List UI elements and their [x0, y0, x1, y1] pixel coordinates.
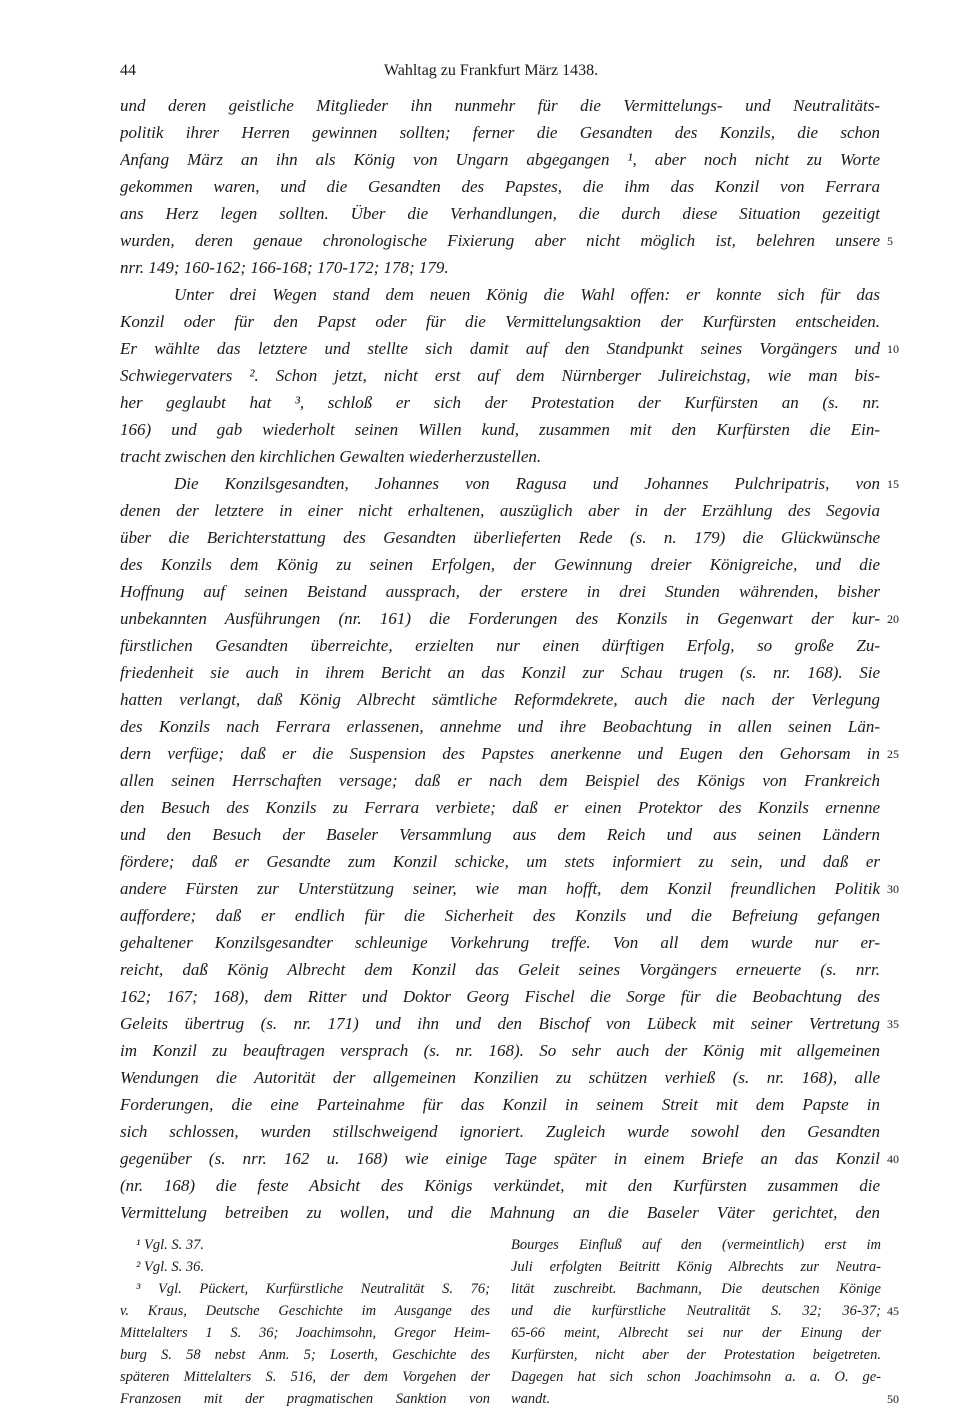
- line-number: 5: [887, 234, 893, 248]
- footnote-line: v. Kraus, Deutsche Geschichte im Ausgange des: [120, 1303, 490, 1319]
- footnote-line: wandt.: [511, 1391, 551, 1407]
- body-line: Vermittelung betreiben zu wollen, und die Mahnung an die Baseler Väter gerichtet, den: [120, 1203, 880, 1222]
- body-line: Konzil oder für den Papst oder für die Vermittelungsaktion der Kurfürsten entscheiden.: [120, 312, 880, 331]
- body-line: Geleits übertrug (s. nr. 171) und ihn und den Bischof von Lübeck mit seiner Vertretung: [120, 1014, 880, 1033]
- footnote-line: Juli erfolgten Beitritt König Albrechts zur Neutra-: [511, 1259, 881, 1275]
- footnote-line: ² Vgl. S. 36.: [136, 1259, 204, 1275]
- footnote-line: Franzosen mit der pragmatischen Sanktion von: [120, 1391, 490, 1407]
- footnote-line: burg S. 58 nebst Anm. 5; Loserth, Geschichte des: [120, 1347, 490, 1363]
- footnote-line: Kurfürsten, nicht aber der Protestation beigetreten.: [511, 1347, 881, 1363]
- body-line: denen der letztere in einer nicht erhaltenen, auszüglich aber in der Erzählung des Segovia: [120, 501, 880, 520]
- body-line: reicht, daß König Albrecht dem Konzil das Geleit seines Vorgängers erneuerte (s. nrr.: [120, 960, 880, 979]
- body-line: andere Fürsten zur Unterstützung seiner, wie man hofft, dem Konzil freundlichen Politik: [120, 879, 880, 898]
- line-number: 30: [887, 882, 899, 896]
- footnote-line: lität zuschreibt. Bachmann, Die deutschen Könige: [511, 1281, 881, 1297]
- footnote-line: späteren Mittelalters S. 516, der dem Vorgehen der: [120, 1369, 490, 1385]
- line-number: 10: [887, 342, 899, 356]
- body-line: hatten verlangt, daß König Albrecht sämtliche Reformdekrete, auch die nach der Verlegung: [120, 690, 880, 709]
- footnote-line: Mittelalters 1 S. 36; Joachimsohn, Gregor Heim-: [120, 1325, 490, 1341]
- body-line: auffordere; daß er endlich für die Sicherheit des Konzils und die Befreiung gefangen: [120, 906, 880, 925]
- body-line: Anfang März an ihn als König von Ungarn abgegangen ¹, aber noch nicht zu Worte: [120, 150, 880, 169]
- body-line: Forderungen, die eine Parteinahme für das Konzil in seinem Streit mit dem Papste in: [120, 1095, 880, 1114]
- body-line: ans Herz legen sollten. Über die Verhandlungen, die durch diese Situation gezeitigt: [120, 204, 880, 223]
- body-line: dern verfüge; daß er die Suspension des Papstes anerkenne und Eugen den Gehorsam in: [120, 744, 880, 763]
- running-head: Wahltag zu Frankfurt März 1438.: [383, 62, 599, 79]
- footnote-line: 65-66 meint, Albrecht sei nur der Einung der: [511, 1325, 881, 1341]
- footnote-line: ¹ Vgl. S. 37.: [136, 1237, 204, 1253]
- body-line: her geglaubt hat ³, schloß er sich der Protestation der Kurfürsten an (s. nr.: [120, 393, 880, 412]
- body-line: fürstlichen Gesandten überreichte, erzielten nur einen dürftigen Erfolg, so große Zu-: [120, 636, 880, 655]
- line-number: 15: [887, 477, 899, 491]
- body-line: wurden, deren genaue chronologische Fixierung aber nicht möglich ist, belehren unsere: [120, 231, 880, 250]
- body-line: tracht zwischen den kirchlichen Gewalten wiederherzustellen.: [120, 447, 542, 466]
- footnote-line-number: 50: [887, 1392, 899, 1406]
- body-line: gekommen waren, und die Gesandten des Papstes, die ihm das Konzil von Ferrara: [120, 177, 880, 196]
- body-line: politik ihrer Herren gewinnen sollten; ferner die Gesandten des Konzils, die schon: [120, 123, 880, 142]
- body-line: Wendungen die Autorität der allgemeinen Konzilien zu schützen verhieß (s. nr. 168), alle: [120, 1068, 880, 1087]
- line-number: 35: [887, 1017, 899, 1031]
- line-number: 40: [887, 1152, 899, 1166]
- body-line: sich schlossen, wurden stillschweigend ignoriert. Zugleich wurde sowohl den Gesandten: [120, 1122, 880, 1141]
- body-line: den Besuch des Konzils zu Ferrara verbiete; daß er einen Protektor des Konzils ernenne: [120, 798, 880, 817]
- body-line: gehaltener Konzilsgesandter schleunige Vorkehrung treffe. Von all dem wurde nur er-: [120, 933, 880, 952]
- body-line: des Konzils nach Ferrara erlassenen, annehme und ihre Beobachtung in allen seinen Län-: [120, 717, 880, 736]
- body-line: (nr. 168) die feste Absicht des Königs verkündet, mit den Kurfürsten zusammen die: [120, 1176, 880, 1195]
- line-number: 25: [887, 747, 899, 761]
- footnote-line-number: 45: [887, 1304, 899, 1318]
- body-line: über die Berichterstattung des Gesandten überlieferten Rede (s. n. 179) die Glückwünsche: [120, 528, 880, 547]
- body-line: allen seinen Herrschaften versage; daß er nach dem Beispiel des Königs von Frankreich: [120, 771, 880, 790]
- body-line: 166) und gab wiederholt seinen Willen kund, zusammen mit den Kurfürsten die Ein-: [120, 420, 880, 439]
- line-number: 20: [887, 612, 899, 626]
- body-line: Hoffnung auf seinen Beistand aussprach, der erstere in drei Stunden währenden, bisher: [120, 582, 880, 601]
- body-line: fördere; daß er Gesandte zum Konzil schicke, um stets informiert zu sein, und daß er: [120, 852, 880, 871]
- page-number: 44: [120, 62, 136, 79]
- body-line: gegenüber (s. nrr. 162 u. 168) wie einige Tage später in einem Briefe an das Konzil: [120, 1149, 880, 1168]
- body-line: des Konzils dem König zu seinen Erfolgen, der Gewinnung dreier Königreiche, und die: [120, 555, 880, 574]
- body-line: friedenheit sie auch in ihrem Bericht an das Konzil zur Schau trugen (s. nr. 168). Sie: [120, 663, 880, 682]
- footnote-line: und die kurfürstliche Neutralität S. 32; 36-37;: [511, 1303, 881, 1319]
- body-line: und deren geistliche Mitglieder ihn nunmehr für die Vermittelungs- und Neutralitäts-: [120, 96, 880, 115]
- body-line: Er wählte das letztere und stellte sich damit auf den Standpunkt seines Vorgängers und: [120, 339, 880, 358]
- body-line: Unter drei Wegen stand dem neuen König die Wahl offen: er konnte sich für das: [174, 285, 880, 304]
- body-line: 162; 167; 168), dem Ritter und Doktor Georg Fischel die Sorge für die Beobachtung des: [120, 987, 880, 1006]
- footnote-line: ³ Vgl. Pückert, Kurfürstliche Neutralität S. 76;: [136, 1281, 490, 1297]
- body-line: Die Konzilsgesandten, Johannes von Ragusa und Johannes Pulchripatris, von: [174, 474, 880, 493]
- body-line: und den Besuch der Baseler Versammlung aus dem Reich und aus seinen Ländern: [120, 825, 880, 844]
- body-line: nrr. 149; 160-162; 166-168; 170-172; 178; 179.: [120, 258, 449, 277]
- footnote-line: Dagegen hat sich schon Joachimsohn a. a. O. ge-: [511, 1369, 881, 1385]
- body-line: im Konzil zu beauftragen versprach (s. nr. 168). So sehr auch der König mit allgemeinen: [120, 1041, 880, 1060]
- footnote-line: Bourges Einfluß auf den (vermeintlich) erst im: [511, 1237, 881, 1253]
- body-line: unbekannten Ausführungen (nr. 161) die Forderungen des Konzils in Gegenwart der kur-: [120, 609, 880, 628]
- body-line: Schwiegervaters ². Schon jetzt, nicht erst auf dem Nürnberger Julireichstag, wie man bis-: [120, 366, 880, 385]
